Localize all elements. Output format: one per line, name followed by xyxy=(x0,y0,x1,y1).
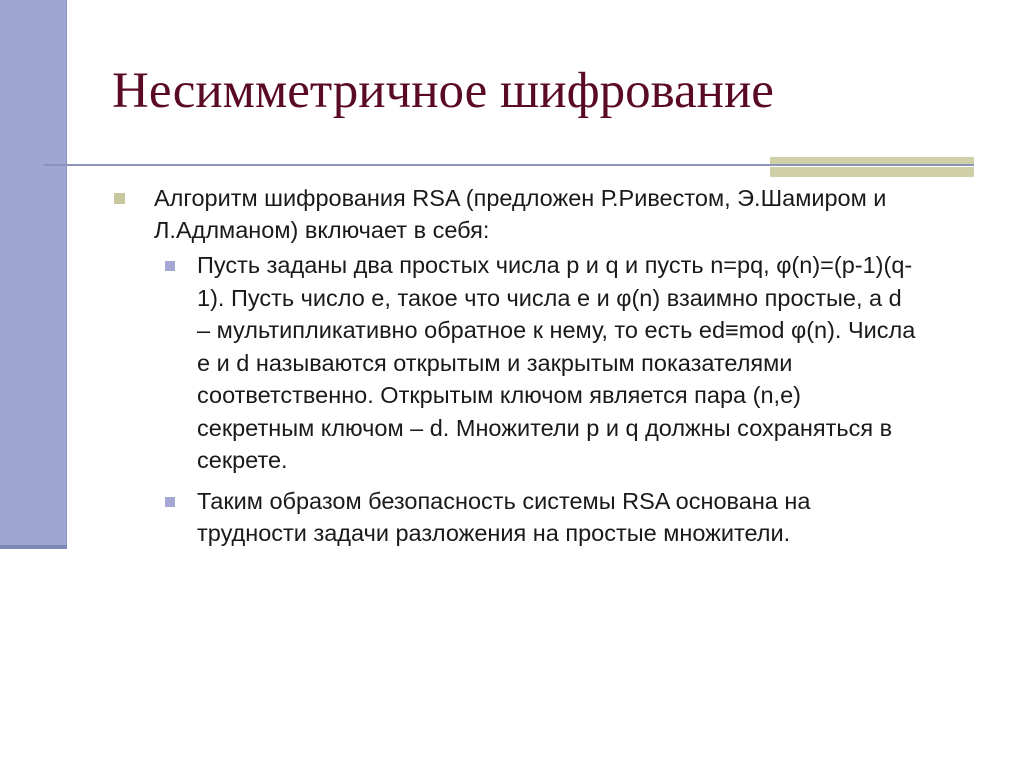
sub-bullet-text: Пусть заданы два простых числа p и q и пусть n=pq, φ(n)=(p-1)(q-1). Пусть число e, такое что числа e и φ(n) взаимно простые, а d – мультипликативно обратное к нему, то есть ed≡mod φ(n). Числа e и d называются открытым и закрытым показателями соответственно. Открытым ключом является пара (n,e) секретным ключом – d. Множители p и q должны сохраняться в секрете. xyxy=(197,252,916,473)
slide-title: Несимметричное шифрование xyxy=(112,63,774,119)
bullet-level1 xyxy=(114,182,974,246)
sub-bullet-text: Таким образом безопасность системы RSA основана на трудности задачи разложения на простые множители. xyxy=(197,487,811,546)
sub-bullet-rsa-security xyxy=(165,485,917,550)
side-decoration-bar-edge xyxy=(0,545,67,549)
square-bullet-icon xyxy=(165,261,175,271)
square-bullet-icon xyxy=(165,497,175,507)
sub-bullet-rsa-definition xyxy=(165,249,917,477)
accent-stripe-bottom xyxy=(770,167,974,177)
sub-bullet-list xyxy=(114,249,974,550)
accent-stripe-top xyxy=(770,157,974,164)
slide-content xyxy=(114,182,974,558)
bullet-level1-text: Алгоритм шифрования RSA (предложен Р.Ривестом, Э.Шамиром и Л.Адлманом) включает в себя: xyxy=(154,185,887,243)
title-divider xyxy=(44,164,974,166)
side-decoration-bar xyxy=(0,0,67,548)
square-bullet-icon xyxy=(114,193,125,204)
